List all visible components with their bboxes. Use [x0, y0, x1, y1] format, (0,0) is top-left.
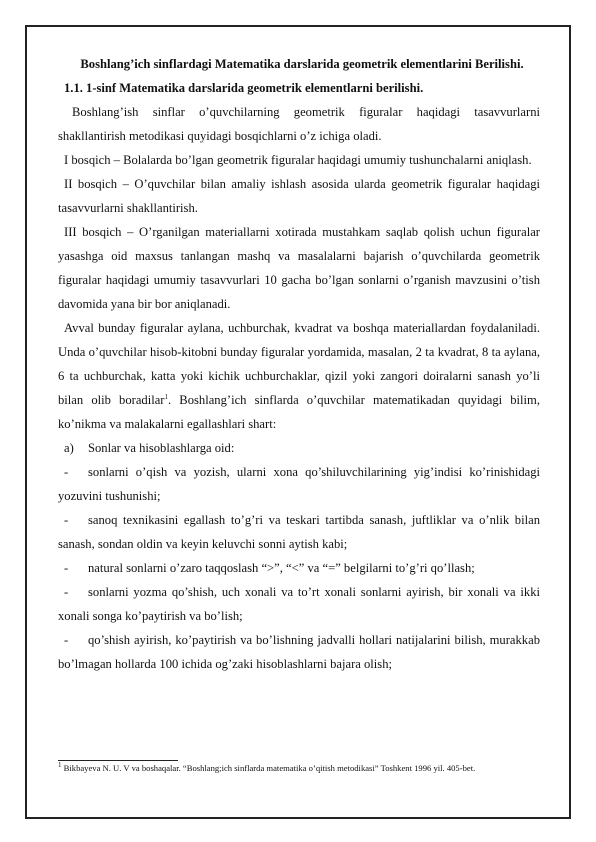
list-item: [58, 460, 540, 508]
paragraph-stage-2: II bosqich – O’quvchilar bilan amaliy ishlash asosida ularda geometrik figuralar haqidagi tasavvurlarni shakllantirish.: [58, 177, 540, 215]
list-item-text: qo’shish ayirish, ko’paytirish va bo’lishning jadvalli hollari natijalarini bilish, murakkab bo’lmagan hollarda 100 ichida og’zaki hisoblashlarni bajara olish;: [58, 633, 540, 671]
footnote-separator: [58, 760, 178, 761]
list-marker: a): [64, 441, 74, 455]
paragraph-figures-text-end: . Boshlang’ich sinflarda o’quvchilar matematikadan quyidagi bilim, ko’nikma va malakalarni egallashlari shart:: [58, 393, 540, 431]
paragraph-intro: Boshlang’ish sinflar o’quvchilarning geometrik figuralar haqidagi tasavvurlarni shakllantirish metodikasi quyidagi bosqichlarni o’z ichiga oladi.: [58, 105, 540, 143]
list-marker: -: [64, 585, 69, 599]
paragraph-stage-3: III bosqich – O’rganilgan materiallarni xotirada mustahkam saqlab qolish uchun figuralar yasashga oid maxsus tanlangan mashq va masalalarni bajarish o’quvchilarda geometrik figuralar haqidagi umumiy tasavvurlari 10 gacha bo’lgan sonlarni o’rganish mavzusini o’tish davomida yana bir bor aniqlanadi.: [58, 225, 540, 311]
list-heading-a: [58, 436, 540, 460]
list-item: [58, 628, 540, 676]
list-item-text: sonlarni yozma qo’shish, uch xonali va to’rt xonali sonlarni ayirish, bir xonali va ikki xonali songa ko’paytirish va bo’lish;: [58, 585, 540, 623]
document-title: Boshlang’ich sinflardagi Matematika darslarida geometrik elementlarini Berilishi.: [80, 57, 524, 71]
footnote: [58, 763, 540, 774]
list-item: [58, 580, 540, 628]
section-heading: 1.1. 1-sinf Matematika darslarida geometrik elementlarni berilishi.: [64, 81, 424, 95]
list-item-text: natural sonlarni o’zaro taqqoslash “>”, “<” va “=” belgilarni to’g’ri qo’llash;: [88, 561, 475, 575]
list-marker: -: [64, 633, 69, 647]
list-marker: -: [64, 561, 69, 575]
paragraph-stage-1: I bosqich – Bolalarda bo’lgan geometrik figuralar haqidagi umumiy tushunchalarni aniqlash.: [64, 153, 532, 167]
paragraph-figures-text: Avval bunday figuralar aylana, uchburchak, kvadrat va boshqa materiallardan foydalaniladi. Unda o’quvchilar hisob-kitobni bunday figuralar yordamida, masalan, 2 ta kvadrat, 8 ta aylana, 6 ta uchburchak, katta yoki kichik uchburchaklar, qizil yoki zangori doiralarni sanash yo’li bilan olib boradilar: [58, 321, 540, 407]
list-marker: -: [64, 513, 69, 527]
list-item: [58, 508, 540, 556]
list-item-text: sonlarni o’qish va yozish, ularni xona qo’shiluvchilarining yig’indisi ko’rinishidagi yozuvini tushunishi;: [58, 465, 540, 503]
list-marker: -: [64, 465, 69, 479]
list-item: [58, 556, 540, 580]
list-item-text: sanoq texnikasini egallash to’g’ri va teskari tartibda sanash, juftliklar va o’nlik bilan sanash, sondan oldin va keyin keluvchi sonni aytish kabi;: [58, 513, 540, 551]
footnote-mark: 1: [58, 761, 62, 770]
footnote-reference: 1: [164, 392, 169, 401]
paragraph-figures: [58, 316, 540, 436]
footnote-text: Bikbayeva N. U. V va boshaqalar. “Boshlang;ich sinflarda matematika o’qitish metodikasi” Toshkent 1996 yil. 405-bet.: [61, 763, 476, 773]
list-heading-text: Sonlar va hisoblashlarga oid:: [88, 441, 235, 455]
document-body: [58, 52, 540, 676]
